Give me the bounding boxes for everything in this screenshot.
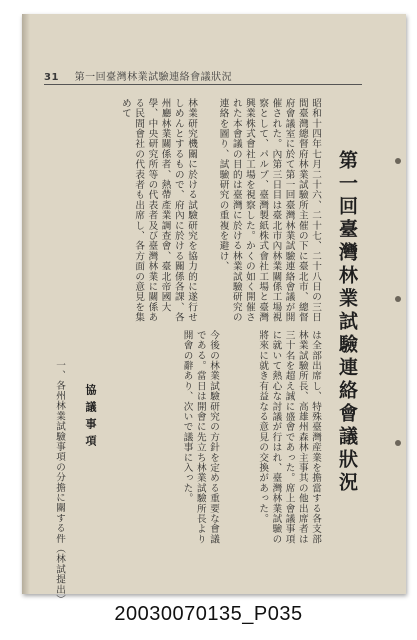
page-number: 31: [44, 72, 59, 83]
article-title: 第一回臺灣林業試驗連絡會議狀況: [336, 150, 358, 495]
body-column-right-upper: 昭和十四年七月二十六、二十七、二十八日の三日間臺灣總督府林業試驗所主催の下に臺北市、總督府會議室に於て第一回臺灣林業試驗連絡會議が開催された。內第三日目は臺北市內林業關係工場視察として、パルプ、臺灣製紙株式會社工場と臺灣興業株式會社工場を視察した。かくの如く開催された本會議の目的は臺灣に於ける林業試驗研究の連絡を圖り、試驗研究の重複を避け、: [217, 98, 321, 323]
running-header: [44, 68, 232, 83]
binding-hole: [395, 158, 401, 164]
header-rule: [44, 84, 362, 85]
running-header-title: 第一回臺灣林業試驗連絡會議狀況: [74, 72, 233, 83]
body-column-left-lower: 今後の林業試驗研究の方針を定める重要な會議である。當日は開會に先立ち林業試驗所長より開會の辭あり、次いで議事に入った。: [181, 330, 219, 545]
binding-hole: [395, 440, 401, 446]
agenda-item: 一、各州林業試驗事項の分擔に關する件（林試提出）: [54, 360, 65, 605]
body-column-left-upper: 林業研究機關に於ける試驗研究を協力的に遂行せしめんとするもので、府內に於ける關係各課、各州廳林業關係者、熱帶產業調查會、臺北帝國大學、中央研究所等の代表者及び臺灣林業に關係ある民間會社の代表者も出席し、各方面の意見を集めて: [119, 98, 197, 323]
section-heading: 協議事項: [84, 384, 97, 452]
body-column-right-lower: は全部出席し、特殊臺灣産業を擔當する各支部林業試驗所長、高雄州森林主事其の他出席者は三十名を超え誠に盛會であった。席上會議事項に就いて熱心な討議が行はれ、臺灣林業試驗の將來に就き有益なる意見の交換があった。: [257, 330, 321, 545]
catalog-id: 20030070135_P035: [114, 603, 303, 625]
binding-hole: [395, 296, 401, 302]
